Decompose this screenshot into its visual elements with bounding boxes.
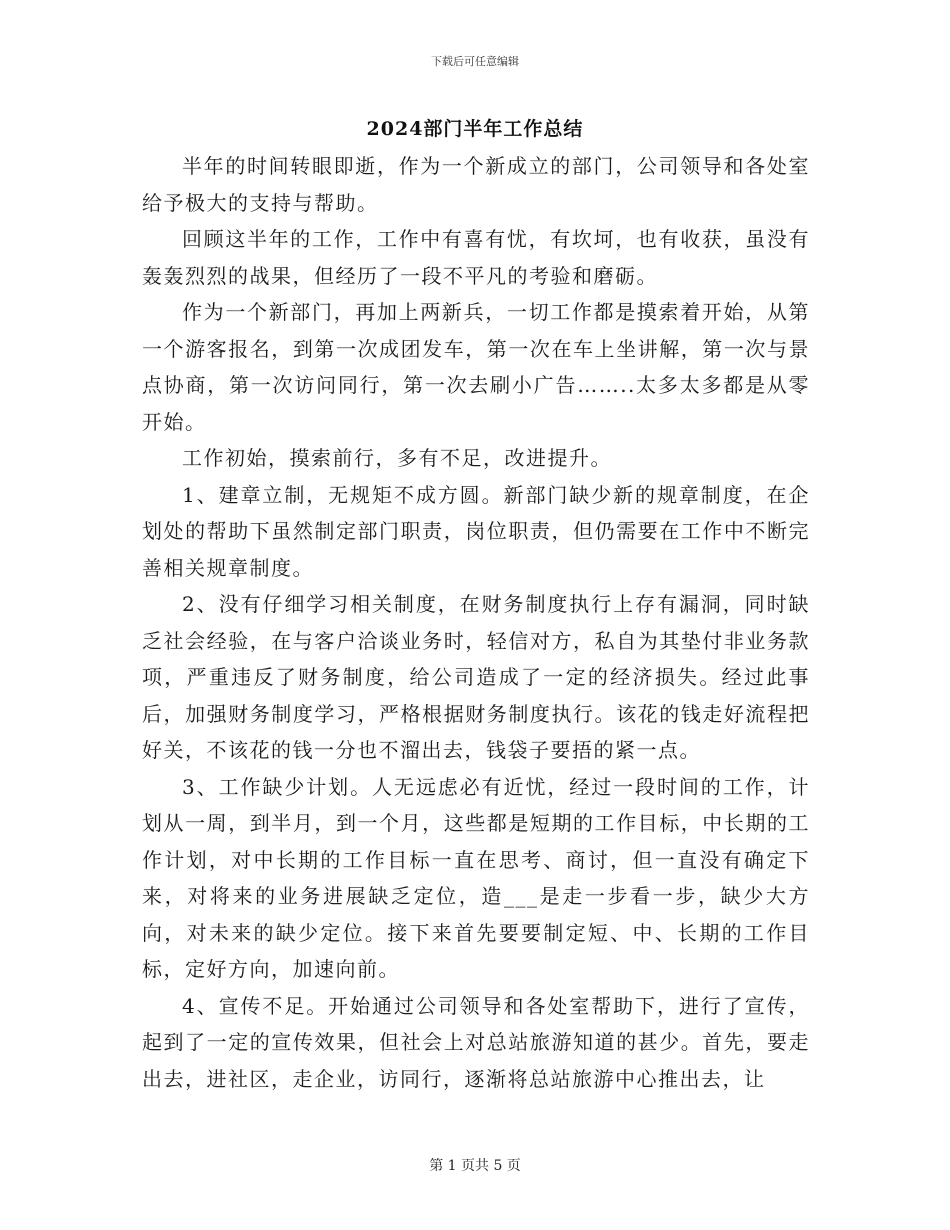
paragraph: 工作初始，摸索前行，多有不足，改进提升。 — [182, 446, 612, 470]
paragraph: 半年的时间转眼即逝，作为一个新成立的部门，公司领导和各处室给予极大的支持与帮助。 — [142, 154, 810, 215]
page-number: 第 1 页共 5 页 — [429, 1158, 521, 1174]
document-body — [142, 148, 810, 1097]
paragraph: 1、建章立制，无规矩不成方圆。新部门缺少新的规章制度，在企划处的帮助下虽然制定部门职责，岗位职责，但仍需要在工作中不断完善相关规章制度。 — [142, 482, 810, 580]
header-note: 下载后可任意编辑 — [431, 55, 519, 68]
paragraph: 4、宣传不足。开始通过公司领导和各处室帮助下，进行了宣传，起到了一定的宣传效果，但社会上对总站旅游知道的甚少。首先，要走出去，进社区，走企业，访同行，逐渐将总站旅游中心推出去，让 — [142, 993, 810, 1091]
paragraph: 作为一个新部门，再加上两新兵，一切工作都是摸索着开始，从第一个游客报名，到第一次成团发车，第一次在车上坐讲解，第一次与景点协商，第一次访问同行，第一次去刷小广告……..太多太多都是从零开始。 — [142, 300, 810, 434]
paragraph: 回顾这半年的工作，工作中有喜有忧，有坎坷，也有收获，虽没有轰轰烈烈的战果，但经历了一段不平凡的考验和磨砺。 — [142, 227, 810, 288]
paragraph: 3、工作缺少计划。人无远虑必有近忧，经过一段时间的工作，计划从一周，到半月，到一个月，这些都是短期的工作目标，中长期的工作计划，对中长期的工作目标一直在思考、商讨，但一直没有确定下来，对将来的业务进展缺乏定位，造___是走一步看一步，缺少大方向，对未来的缺少定位。接下来首先要要制定短、中、长期的工作目标，定好方向，加速向前。 — [142, 774, 810, 981]
paragraph: 2、没有仔细学习相关制度，在财务制度执行上存有漏洞，同时缺乏社会经验，在与客户洽谈业务时，轻信对方，私自为其垫付非业务款项，严重违反了财务制度，给公司造成了一定的经济损失。经过此事后，加强财务制度学习，严格根据财务制度执行。该花的钱走好流程把好关，不该花的钱一分也不溜出去，钱袋子要捂的紧一点。 — [142, 592, 810, 762]
document-title: 2024部门半年工作总结 — [366, 118, 584, 140]
